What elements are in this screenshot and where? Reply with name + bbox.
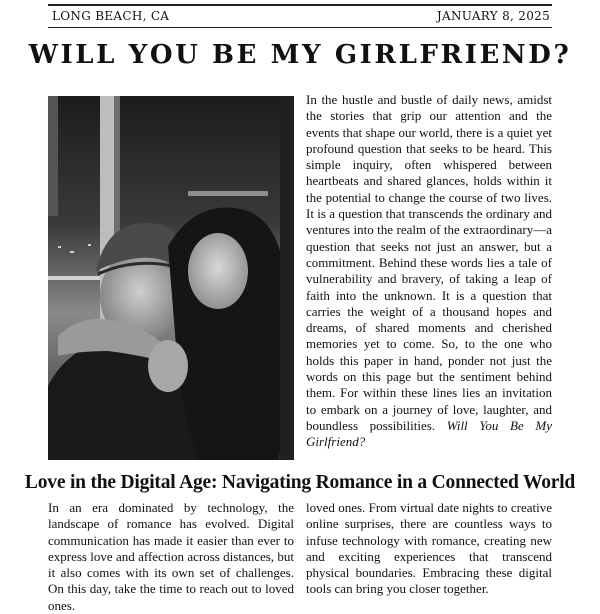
lead-photo (48, 96, 294, 460)
lead-article-text: In the hustle and bustle of daily news, amidst the stories that grip our attention and the events that shape our world, there is a quiet yet profound question that seeks to be heard. This simple inquiry, often whispered between heartbeats and shared glances, holds within it the potential to change the course of two lives. It is a question that transcends the ordinary and ventures into the realm of the extraordinary—a question that seeks not just an answer, but a commitment. Behind these words lies a tale of vulnerability and bravery, of taking a leap of faith into the unknown. It is a question that carries the weight of a thousand hopes and dreams, of shared moments and cherished memories yet to come. So, to the one who holds this paper in hand, ponder not just the words on this page but the sentiment behind them. For within these lines lies an invitation to embark on a journey of love, laughter, and boundless possibilities. (306, 92, 552, 433)
second-article-column-right: loved ones. From virtual date nights to creative online surprises, there are countless ways to infuse technology with romance, creating new and exciting experiences that transcend physical boundaries. Embracing these digital tools can bring you closer together. (306, 500, 552, 597)
dateline-location: LONG BEACH, CA (52, 9, 170, 23)
dateline-date: JANUARY 8, 2025 (436, 9, 550, 23)
photo-couple-icon (48, 96, 294, 460)
second-article-headline: Love in the Digital Age: Navigating Romance in a Connected World (24, 472, 576, 493)
masthead-rule-top (48, 4, 552, 6)
page-headline: WILL YOU BE MY GIRLFRIEND? (28, 40, 572, 70)
second-article-column-left: In an era dominated by technology, the landscape of romance has evolved. Digital communication has made it easier than ever to express love and affection across distances, but it also comes with its own set of challenges. On this day, take the time to reach out to loved ones. (48, 500, 294, 613)
masthead-rule-bottom (48, 27, 552, 28)
lead-article-body (306, 92, 552, 451)
lead-article-closing: Will You Be My Girlfriend? (306, 417, 553, 450)
